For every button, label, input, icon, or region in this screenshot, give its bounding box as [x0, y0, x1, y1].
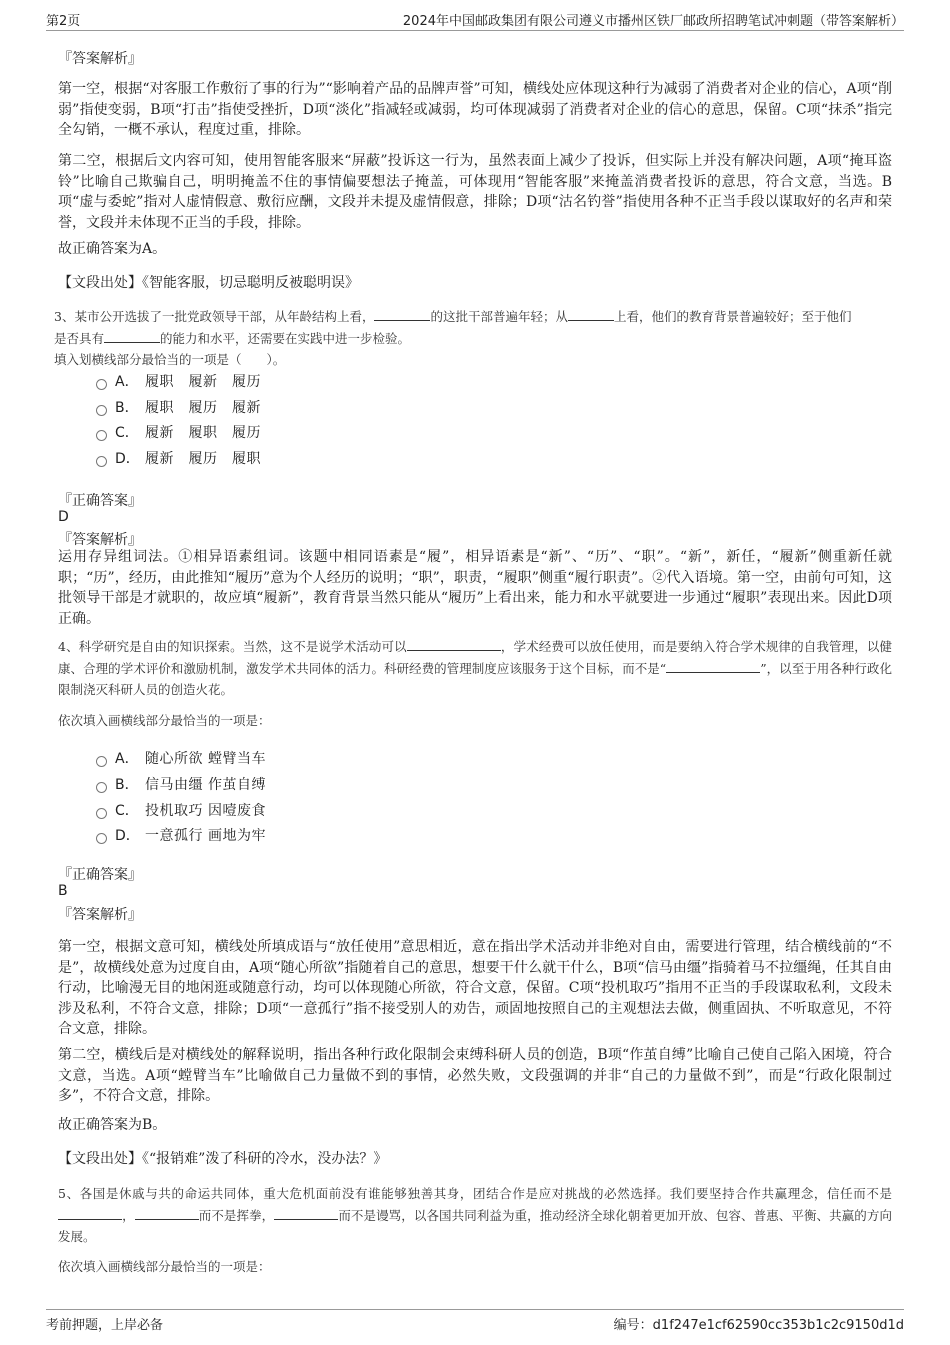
- option-b[interactable]: B． 履职 履历 履新: [96, 397, 261, 417]
- analysis-paragraph: 运用存异组词法。①相异语素组词。该题中相同语素是“履”，相异语素是“新”、“历”、“职”。“新”，新任，“履新”侧重新任就职；“历”，经历，由此推知“履历”意为个人经历的说明；“职”，职责，“履职”侧重“履行职责”。②代入语境。第一空，由前句可知，这批领导干部是才就职的，故应填“履新”，教育背景当然只能从“履历”上看出来，能力和水平就要进一步通过“履职”表现出来。因此D项正确。: [58, 549, 892, 627]
- page-number: 第2页: [46, 14, 81, 29]
- radio-icon[interactable]: [96, 833, 107, 844]
- analysis-paragraph: 第一空，根据“对客服工作敷衍了事的行为”“影响着产品的品牌声誉”可知，横线处应体现这种行为减弱了消费者对企业的信心，A项“削弱”指使变弱，B项“打击”指使受挫折，D项“淡化”指减轻或减弱，均可体现减弱了消费者对企业的信心的意思，保留。C项“抹杀”指完全勾销，一概不承认，程度过重，排除。: [58, 81, 892, 138]
- correct-answer-label: 『正确答案』: [58, 493, 142, 509]
- radio-icon[interactable]: [96, 782, 107, 793]
- option-d[interactable]: D． 一意孤行 画地为牢: [96, 825, 266, 845]
- analysis-paragraph: 第二空，根据后文内容可知，使用智能客服来“屏蔽”投诉这一行为，虽然表面上减少了投诉，但实际上并没有解决问题，A项“掩耳盗铃”比喻自己欺骗自己，明明掩盖不住的事情偏要想法子掩盖，可体现用“智能客服”来掩盖消费者投诉的意思，符合文意，当选。B项“虚与委蛇”指对人虚情假意、敷衍应酬，文段并未提及虚情假意，排除；D项“沽名钓誉”指使用各种不正当手段以谋取好的名声和荣誉，文段并未体现不正当的手段，排除。: [58, 153, 892, 231]
- question-stem: 4、科学研究是自由的知识探索。当然，这不是说学术活动可以 ，学术经费可以放任使用，而是要纳入符合学术规律的自我管理，以健康、合理的学术评价和激励机制，激发学术共同体的活力。科研经费的管理制度应该服务于这个目标，而不是“ ”，以至于用各种行政化限制浇灭科研人员的创造火花。: [58, 639, 892, 697]
- analysis-label: 『答案解析』: [58, 51, 142, 67]
- question-instruction: 依次填入画横线部分最恰当的一项是：: [58, 713, 271, 728]
- question-stem: 3、某市公开选拔了一批党政领导干部，从年龄结构上看， 的这批干部普遍年轻；从 上看，他们的教育背景普遍较好；至于他们 是否具有 的能力和水平，还需要在实践中进一步检验。 填入划横线部分最恰当的一项是（ ）。: [54, 309, 852, 367]
- conclusion: 故正确答案为B。: [58, 1117, 167, 1133]
- conclusion: 故正确答案为A。: [58, 241, 167, 257]
- analysis-label: 『答案解析』: [58, 907, 142, 923]
- radio-icon[interactable]: [96, 808, 107, 819]
- analysis-paragraph: 第二空，横线后是对横线处的解释说明，指出各种行政化限制会束缚科研人员的创造，B项“作茧自缚”比喻自己使自己陷入困境，符合文意，当选。A项“螳臂当车”比喻做自己力量做不到的事情，必然失败，文段强调的并非“自己的力量做不到”，而是“行政化限制过多”，不符合文意，排除。: [58, 1047, 892, 1104]
- radio-icon[interactable]: [96, 456, 107, 467]
- radio-icon[interactable]: [96, 405, 107, 416]
- option-a[interactable]: A． 随心所欲 螳臂当车: [96, 748, 266, 768]
- correct-answer-label: 『正确答案』: [58, 867, 142, 883]
- option-a[interactable]: A． 履职 履新 履历: [96, 371, 261, 391]
- correct-answer: B: [58, 883, 68, 899]
- document-code: 编号：d1f247e1cf62590cc353b1c2c9150d1d: [613, 1318, 904, 1333]
- radio-icon[interactable]: [96, 430, 107, 441]
- question-stem: 5、各国是休戚与共的命运共同体，重大危机面前没有谁能够独善其身，团结合作是应对挑战的必然选择。我们要坚持合作共赢理念，信任而不是， 而不是挥拳， 而不是谩骂，以各国共同利益为重，推动经济全球化朝着更加开放、包容、普惠、平衡、共赢的方向发展。: [58, 1186, 892, 1244]
- page-header: [46, 8, 904, 31]
- option-d[interactable]: D． 履新 履历 履职: [96, 448, 261, 468]
- option-b[interactable]: B． 信马由缰 作茧自缚: [96, 774, 266, 794]
- radio-icon[interactable]: [96, 379, 107, 390]
- option-c[interactable]: C． 履新 履职 履历: [96, 422, 261, 442]
- radio-icon[interactable]: [96, 756, 107, 767]
- source-citation: 【文段出处】《智能客服，切忌聪明反被聪明误》: [58, 275, 359, 291]
- analysis-paragraph: 第一空，根据文意可知，横线处所填成语与“放任使用”意思相近，意在指出学术活动并非绝对自由，需要进行管理，结合横线前的“不是”，故横线处意为过度自由，A项“随心所欲”指随着自己的意思，想要干什么就干什么，B项“信马由缰”指骑着马不拉缰绳，任其自由行动，比喻漫无目的地闲逛或随意行动，均可以体现随心所欲，符合文意，保留。C项“投机取巧”指用不正当的手段谋取私利，文段未涉及私利，不符合文意，排除；D项“一意孤行”指不接受别人的劝告，顽固地按照自己的主观想法去做，侧重固执、不听取意见，不符合文意，排除。: [58, 939, 892, 1037]
- source-citation: 【文段出处】《“报销难”泼了科研的冷水，没办法？》: [58, 1151, 388, 1167]
- question-instruction: 依次填入画横线部分最恰当的一项是：: [58, 1259, 271, 1274]
- option-c[interactable]: C． 投机取巧 因噎废食: [96, 800, 266, 820]
- analysis-label: 『答案解析』: [58, 532, 142, 548]
- footer-slogan: 考前押题，上岸必备: [46, 1318, 164, 1333]
- page-footer: [46, 1309, 904, 1334]
- correct-answer: D: [58, 509, 69, 525]
- document-title: 2024年中国邮政集团有限公司遵义市播州区铁厂邮政所招聘笔试冲刺题（带答案解析）: [402, 14, 904, 29]
